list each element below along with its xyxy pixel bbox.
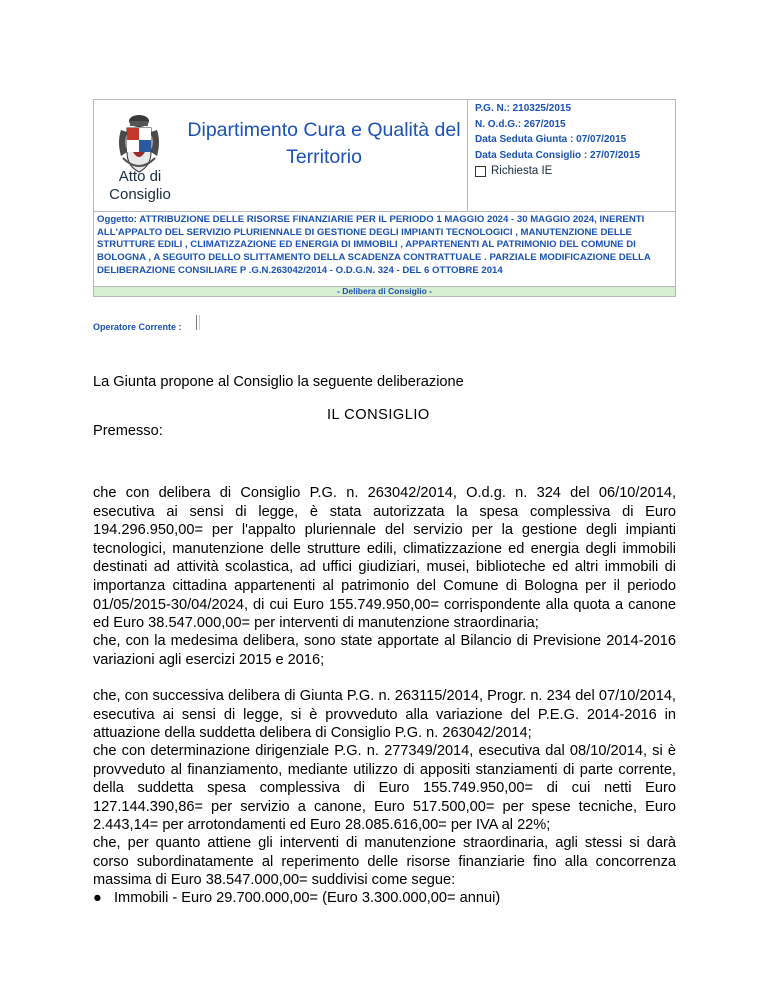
paragraph-1: che con delibera di Consiglio P.G. n. 263042/2014, O.d.g. n. 324 del 06/10/2014, esecutiva ai sensi di legge, è stata autorizzata la spesa complessiva di Euro 194.296.950,00= per l'appalto pluriennale del servizio per la gestione degli impianti tecnologici, manutenzione delle strutture edili, climatizzazione ed energia degli immobili destinati ad attività scolastica, ad uffici giudiziari, musei, biblioteche ed altri immobili di importanza cittadina appartenenti al patrimonio del Comune di Bologna per il periodo 01/05/2015-30/04/2024, di cui Euro 155.749.950,00= corrispondente alla quota a canone ed Euro 38.547.000,00= per interventi di manutenzione straordinaria;	[93, 485, 676, 632]
operatore-field[interactable]	[196, 315, 200, 330]
operatore-label: Operatore Corrente :	[93, 322, 182, 332]
premesso-label: Premesso:	[93, 423, 163, 439]
info-pg: P.G. N.: 210325/2015	[475, 103, 572, 114]
oggetto-text: ATTRIBUZIONE DELLE RISORSE FINANZIARIE PER IL PERIODO 1 MAGGIO 2024 - 30 MAGGIO 2024, INERENTI ALL'APPALTO DEL SERVIZIO PLURIENNALE DI GESTIONE DEGLI IMPIANTI TECNOLOGICI , MANUTENZIONE DELLE STRUTTURE EDILI , CLIMATIZZAZIONE ED ENERGIA DI IMMOBILI , APPARTENENTI AL PATRIMONIO DEL COMUNE DI BOLOGNA , A SEGUITO DELLO SLITTAMENTO DELLA SCADENZA CONTRATTUALE . PARZIALE MODIFICAZIONE DELLA DELIBERAZIONE CONSILIARE P .G.N.263042/2014 - O.D.G.N. 324 - DEL 6 OTTOBRE 2014	[97, 214, 651, 276]
atto-di-consiglio-label: Atto di Consiglio	[109, 168, 171, 203]
info-seduta-consiglio: Data Seduta Consiglio : 27/07/2015	[475, 149, 641, 161]
info-odg: N. O.d.G.: 267/2015	[475, 118, 566, 130]
header-divider-horizontal	[94, 211, 675, 212]
bullet-icon: ●	[93, 890, 102, 906]
oggetto-label: Oggetto:	[97, 214, 137, 225]
bullet-text: Immobili - Euro 29.700.000,00= (Euro 3.300.000,00= annui)	[114, 890, 501, 906]
paragraph-2: che, con la medesima delibera, sono state apportate al Bilancio di Previsione 2014-2016 variazioni agli esercizi 2015 e 2016;	[93, 633, 676, 668]
propone-text: La Giunta propone al Consiglio la seguente deliberazione	[93, 374, 464, 390]
info-seduta-giunta: Data Seduta Giunta : 07/07/2015	[475, 134, 627, 145]
paragraph-5: che, per quanto attiene gli interventi di manutenzione straordinaria, agli stessi si darà corso subordinatamente al reperimento delle risorse finanziarie fino alla concorrenza massima di Euro 38.547.000,00= suddivisi come segue:	[93, 835, 676, 889]
document-info	[475, 101, 640, 180]
header-divider-vertical	[467, 100, 468, 212]
richiesta-ie-checkbox[interactable]	[475, 166, 486, 177]
richiesta-ie[interactable]	[475, 164, 640, 180]
delibera-bar: - Delibera di Consiglio -	[94, 286, 675, 296]
bologna-crest-icon	[113, 112, 165, 176]
richiesta-ie-label: Richiesta IE	[491, 165, 553, 177]
oggetto	[97, 214, 672, 278]
paragraph-4: che con determinazione dirigenziale P.G. n. 277349/2014, esecutiva dal 08/10/2014, si è provveduto al finanziamento, mediante utilizzo di appositi stanziamenti di parte corrente, della suddetta spesa complessiva di Euro 155.749.950,00= di cui netti Euro 127.144.390,86= per servizio a canone, Euro 517.500,00= per spese tecniche, Euro 2.443,14= per arrotondamenti ed Euro 28.085.616,00= per IVA al 22%;	[93, 743, 676, 834]
list-item	[93, 889, 500, 908]
paragraph-3: che, con successiva delibera di Giunta P.G. n. 263115/2014, Progr. n. 234 del 07/10/2014, esecutiva ai sensi di legge, si è provveduto alla variazione del P.E.G. 2014-2016 in attuazione della suddetta delibera di Consiglio P.G. n. 263042/2014;	[93, 688, 676, 742]
consiglio-heading: IL CONSIGLIO	[327, 407, 430, 423]
department-title: Dipartimento Cura e Qualità del Territorio	[187, 119, 461, 168]
